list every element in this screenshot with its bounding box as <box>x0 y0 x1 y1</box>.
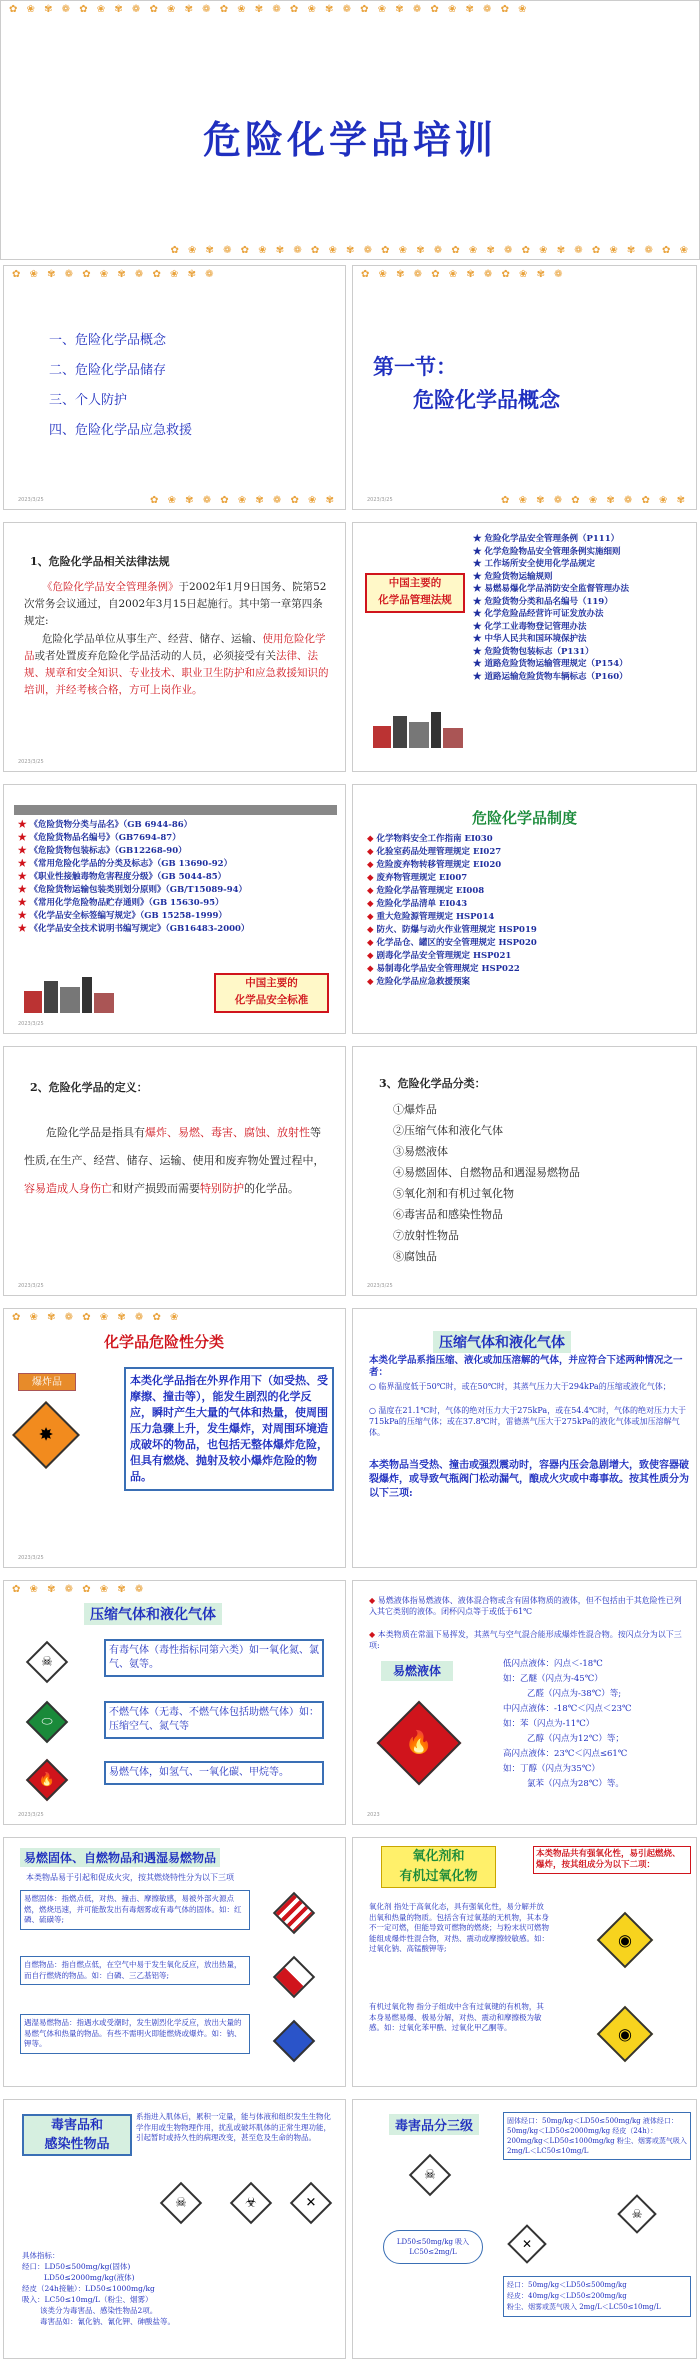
infectious-symbol <box>230 2182 272 2224</box>
flammable-solid-symbol <box>273 1892 315 1934</box>
toxic-description: 系指进入肌体后，累积一定量，能与体液和组织发生生物化学作用或生物物理作用，扰乱或破坏肌体的正常生理功能，引起暂时或持久性的病理改变，甚至危及生命的物品。 <box>136 2112 331 2142</box>
agenda-item: 一、危险化学品概念 <box>49 333 167 348</box>
spontaneous-symbol <box>273 1956 315 1998</box>
class-item: ①爆炸品 <box>393 1103 437 1116</box>
peroxide-symbol <box>597 2006 654 2063</box>
grade-box: 固体经口：50mg/kg＜LD50≤500mg/kg 液体经口：50mg/kg＜LD50≤2000mg/kg 经皮（24h）：200mg/kg＜LD50≤1000mg/kg 粉尘、烟雾或蒸气吸入 2mg/L＜LC50≤10mg/L <box>503 2112 691 2160</box>
slide-heading: 3、危险化学品分类： <box>379 1077 486 1090</box>
law-item: ★ 中华人民共和国环境保护法 <box>473 634 587 644</box>
system-item: ◆ 防火、防爆与动火作业管理规定 HSP019 <box>367 925 537 935</box>
section-title-1: 第一节： <box>373 354 457 379</box>
standard-item: ★ 《危险货物运输包装类别划分原则》（GB/T15089-94） <box>18 885 248 895</box>
flame-over-circle-icon: ◉ <box>618 1930 632 1950</box>
standard-item: ★ 《危险货物包装标志》（GB12268-90） <box>18 846 187 856</box>
cross-icon: ✕ <box>521 2237 533 2251</box>
system-item: ◆ 化学品仓、罐区的安全管理规定 HSP020 <box>367 938 537 948</box>
flammable-gas-symbol <box>26 1759 68 1801</box>
class-list <box>393 1099 580 1267</box>
flower-decoration: ✿ ❀ ✾ ❁ ✿ ❀ ✾ ❁ ✿ ❀ ✾ ❁ ✿ ❀ ✾ ❁ ✿ ❀ ✾ ❁ ✿ ❀ ✾ ❁ ✿ ❀ ✾ ❁ ✿ ❀ <box>170 245 691 256</box>
toxic-gas-symbol <box>26 1641 68 1683</box>
class-item: ③易燃液体 <box>393 1145 448 1158</box>
explosive-description: 本类化学品指在外界作用下（如受热、受摩擦、撞击等），能发生剧烈的化学反应，瞬时产生大量的气体和热量，使周围压力急骤上升，发生爆炸，对周围环境造成破坏的物品，也包括无整体爆炸危险，但具有燃烧、抛射及较小爆炸危险的物品。 <box>124 1367 334 1491</box>
nonflammable-gas-box: 不燃气体（无毒、不燃气体包括助燃气体）如：压缩空气、氮气等 <box>104 1701 324 1739</box>
factory-illustration <box>24 973 114 1013</box>
system-item: ◆ 危险化学品应急救援预案 <box>367 977 471 987</box>
slide-title <box>0 0 700 260</box>
explosive-symbol <box>12 1401 80 1469</box>
class-item: ④易燃固体、自燃物品和遇湿易燃物品 <box>393 1166 580 1179</box>
flammable-gas-box: 易燃气体，如氢气、一氧化碳、甲烷等。 <box>104 1761 324 1785</box>
grade-criteria: 经口：50mg/kg＜LD50≤500mg/kg 经皮：40mg/kg＜LD50≤200mg/kg 粉尘、烟雾或蒸气吸入 2mg/L＜LC50≤10mg/L <box>503 2276 691 2317</box>
law-item: ★ 易燃易爆化学品消防安全监督管理办法 <box>473 584 629 594</box>
slide-classification <box>352 1046 697 1296</box>
slide-gases <box>352 1308 697 1568</box>
flashpoint-row: 如：苯（闪点为-11℃） <box>503 1719 595 1729</box>
slide-date: 2023/3/25 <box>18 1555 44 1561</box>
slide-explosives <box>3 1308 346 1568</box>
flower-decoration: ✿ ❀ ✾ ❁ ✿ ❀ ✾ ❁ ✿ ❀ <box>12 1312 182 1323</box>
class-item: ⑤氧化剂和有机过氧化物 <box>393 1187 514 1200</box>
system-item: ◆ 易制毒化学品安全管理规定 HSP022 <box>367 964 520 974</box>
slide-regulations <box>3 522 346 772</box>
standard-item: ★ 《化学品安全技术说明书编写规定》（GB16483-2000） <box>18 924 250 934</box>
class-item: ⑦放射性物品 <box>393 1229 459 1242</box>
slide-toxics <box>3 2099 346 2359</box>
flame-icon: 🔥 <box>405 1730 433 1756</box>
slide-heading: 2、危险化学品的定义： <box>30 1081 148 1094</box>
slide-date: 2023 <box>367 1812 380 1818</box>
liquid-property: ◆ 本类物质在常温下易挥发，其蒸气与空气混合能形成爆炸性混合物。按闪点分为以下三项: <box>369 1630 682 1650</box>
class-item: ⑥毒害品和感染性物品 <box>393 1208 503 1221</box>
slide-gas-types <box>3 1580 346 1825</box>
flower-decoration: ✿ ❀ ✾ ❁ ✿ ❀ ✾ ❁ ✿ ❀ ✾ ❁ ✿ ❀ ✾ ❁ ✿ ❀ ✾ ❁ ✿ ❀ ✾ ❁ ✿ ❀ ✾ ❁ ✿ ❀ <box>9 4 530 15</box>
standard-item: ★ 《化学品安全标签编写规定》（GB 15258-1999） <box>18 911 227 921</box>
slide-date: 2023/3/25 <box>18 1283 44 1289</box>
flashpoint-row: 高闪点液体：23℃＜闪点≤61℃ <box>503 1749 628 1759</box>
flame-over-circle-icon: ◉ <box>618 2024 632 2044</box>
flammable-liquid-symbol <box>377 1701 462 1786</box>
oxidizer-def: 氧化剂 指处于高氧化态，具有强氧化性，易分解并放出氧和热量的物质。包括含有过氧基的无机物，其本身不一定可燃，但能导致可燃物的燃烧；与粉末状可燃物能组成爆炸性混合物，对热、震动或摩擦较敏感。如：过氧化钠、高锰酸钾等; <box>369 1902 549 1953</box>
slide-date: 2023/3/25 <box>367 1283 393 1289</box>
presentation-title: 危险化学品培训 <box>202 117 497 162</box>
standards-header-bar <box>14 805 337 815</box>
oxidizer-title: 氧化剂和 有机过氧化物 <box>381 1846 496 1888</box>
slide-title: 毒害品分三级 <box>389 2114 479 2135</box>
skull-icon: ☠ <box>41 1654 53 1670</box>
harmful-symbol <box>290 2182 332 2224</box>
law-item: ★ 化学危险品经营许可证发放办法 <box>473 609 604 619</box>
oxidizer-note: 本类物品共有强氧化性，易引起燃烧、爆炸，按其组成分为以下二项： <box>533 1846 691 1874</box>
standard-item: ★ 《常用危险化学品的分类及标志》（GB 13690-92） <box>18 859 233 869</box>
grade-symbol <box>409 2154 451 2196</box>
slide-title: 压缩气体和液化气体 <box>433 1331 571 1353</box>
skull-icon: ☠ <box>424 2167 436 2183</box>
slide-date: 2023/3/25 <box>18 497 44 503</box>
flammable-solid-box: 易燃固体：指燃点低，对热、撞击、摩擦敏感，易被外部火源点燃，燃烧迅速，并可能散发出有毒烟雾或有毒气体的固体。如：红磷、硫磺等; <box>20 1890 250 1930</box>
slide-standards <box>3 784 346 1034</box>
standard-item: ★ 《职业性接触毒物危害程度分级》（GB 5044-85） <box>18 872 227 882</box>
system-item: ◆ 危险化学品管理规定 EI008 <box>367 886 485 896</box>
law-item: ★ 工作场所安全使用化学品规定 <box>473 559 595 569</box>
grade-cloud: LD50≤50mg/kg 吸入 LC50≤2mg/L <box>383 2230 483 2264</box>
slide-date: 2023/3/25 <box>18 1021 44 1027</box>
slide-title: 化学品危险性分类 <box>104 1333 225 1351</box>
law-item: ★ 道路危险货物运输管理规定（P154） <box>473 659 628 669</box>
liquid-def: ◆ 易燃液体指易燃液体、液体混合物或含有固体物质的液体，但不包括由于其危险性已列入其它类别的液体。闭杯闪点等于或低于61℃ <box>369 1596 682 1616</box>
gas-hazard-text: 本类物品当受热、撞击或强烈震动时，容器内压会急剧增大，致使容器破裂爆炸，或导致气瓶阀门松动漏气，酿成火灾或中毒事故。按其性质分为以下三项: <box>369 1460 689 1499</box>
factory-illustration <box>373 708 463 748</box>
flashpoint-row: 低闪点液体：闪点＜-18℃ <box>503 1659 603 1669</box>
flower-decoration: ✿ ❀ ✾ ❁ ✿ ❀ ✾ ❁ ✿ ❀ ✾ ❁ <box>12 269 217 280</box>
gas-intro: 本类化学品系指压缩、液化或加压溶解的气体，并应符合下述两种情况之一者： <box>369 1355 683 1378</box>
law-item: ★ 危险化学品安全管理条例（P111） <box>473 534 620 544</box>
laws-list <box>473 533 693 683</box>
law-item: ★ 化学危险物品安全管理条例实施细则 <box>473 546 621 557</box>
law-item: ★ 危险货物分类和品名编号（119） <box>473 596 613 607</box>
standard-item: ★ 《危险货物分类与品名》（GB 6944-86） <box>18 820 193 830</box>
cross-icon: ✕ <box>305 2195 317 2211</box>
skull-icon: ☠ <box>631 2207 643 2221</box>
flower-decoration: ✿ ❀ ✾ ❁ ✿ ❀ ✾ ❁ ✿ ❀ ✾ ❁ <box>361 269 566 280</box>
slide-company-system <box>352 784 697 1034</box>
slide-toxic-grades <box>352 2099 697 2359</box>
system-item: ◆ 危险化学品清单 EI043 <box>367 899 468 909</box>
agenda-item: 二、危险化学品储存 <box>49 363 167 378</box>
grade-symbol-3 <box>617 2194 657 2234</box>
regulation-paragraph: 《危险化学品安全管理条例》于2002年1月9日国务、院第52次常务会议通过，自2002年3月15日起施行。其中第一章第四条规定: <box>24 581 327 627</box>
explosive-tag: 爆炸品 <box>18 1373 76 1391</box>
section-title-2: 危险化学品概念 <box>413 387 560 412</box>
agenda-list <box>49 326 192 446</box>
oxidizer-symbol <box>597 1912 654 1969</box>
slide-flammable-liquids <box>352 1580 697 1825</box>
agenda-item: 四、危险化学品应急救援 <box>49 423 193 438</box>
toxic-gas-box: 有毒气体（毒性指标同第六类）如一氧化氮、氯气、氨等。 <box>104 1639 324 1677</box>
agenda-item: 三、个人防护 <box>49 393 128 408</box>
flower-decoration: ✿ ❀ ✾ ❁ ✿ ❀ ✾ ❁ ✿ ❀ ✾ <box>150 495 337 506</box>
flashpoint-row: 如：乙醚（闪点为-45℃） <box>503 1674 603 1684</box>
water-reactive-box: 遇湿易燃物品：指遇水或受潮时，发生剧烈化学反应，放出大量的易燃气体和热量的物品。有些不需明火即能燃烧或爆炸。如：钠、钾等。 <box>20 2014 250 2054</box>
slide-date: 2023/3/25 <box>367 497 393 503</box>
system-item: ◆ 化学物料安全工作指南 EI030 <box>367 834 493 844</box>
toxic-criteria: 具体指标： 经口：LD50≤500mg/kg(固体) LD50≤2000mg/kg(液体) 经皮（24h接触）：LD50≤1000mg/kg 吸入：LC50≤10mg/L（粉尘、烟雾） 该类分为毒害品、感染性物品2项。 毒害品如：氰化钠、氰化钾、砷酸盐等。 <box>22 2251 175 2326</box>
flashpoint-row: 中闪点液体：-18℃＜闪点＜23℃ <box>503 1704 632 1714</box>
flashpoint-row: 乙醇（闪点为12℃）等； <box>527 1734 624 1744</box>
standard-item: ★ 《危险货物品名编号》（GB7694-87） <box>18 833 181 843</box>
cylinder-icon: ⬭ <box>41 1714 53 1730</box>
flame-icon: 🔥 <box>38 1772 56 1788</box>
biohazard-icon: ☣ <box>245 2195 257 2211</box>
system-item: ◆ 重大危险源管理规定 HSP014 <box>367 912 495 922</box>
law-item: ★ 危险货物运输规则 <box>473 571 553 582</box>
slide-flammable-solids <box>3 1837 346 2087</box>
gas-criterion: ○ 温度在21.1℃时，气体的绝对压力大于275kPa，或在54.4℃时，气体的绝对压力大于715kPa的压缩气体；或在37.8℃时，雷德蒸气压大于275kPa的液化气体或加压溶解气体。 <box>369 1406 686 1437</box>
system-item: ◆ 剧毒化学品安全管理规定 HSP021 <box>367 951 512 961</box>
slide-title: 压缩气体和液化气体 <box>84 1603 222 1625</box>
spontaneous-box: 自燃物品：指自燃点低，在空气中易于发生氧化反应，放出热量，而自行燃烧的物品。如：白磷、三乙基铝等; <box>20 1956 250 1985</box>
system-item: ◆ 危险废弃物转移管理规定 EI020 <box>367 860 502 870</box>
peroxide-def: 有机过氧化物 指分子组成中含有过氧键的有机物，其本身易燃易爆、极易分解，对热、震动和摩擦极为敏感。如：过氧化苯甲酰、过氧化甲乙酮等。 <box>369 2002 544 2032</box>
slide-date: 2023/3/25 <box>18 1812 44 1818</box>
system-list <box>367 833 692 989</box>
system-item: ◆ 化验室药品处理管理规定 EI027 <box>367 847 502 857</box>
standards-label: 中国主要的 化学品安全标准 <box>214 973 329 1013</box>
slide-title: 易燃固体、自燃物品和遇湿易燃物品 <box>20 1848 220 1867</box>
laws-label: 中国主要的 化学品管理法规 <box>365 573 465 613</box>
law-item: ★ 化学工业毒物登记管理办法 <box>473 621 587 632</box>
class-item: ②压缩气体和液化气体 <box>393 1124 503 1137</box>
slide-heading: 1、危险化学品相关法律法规 <box>30 555 170 568</box>
law-item: ★ 危险货物包装标志（P131） <box>473 646 594 657</box>
flashpoint-list <box>503 1657 693 1792</box>
flower-decoration: ✿ ❀ ✾ ❁ ✿ ❀ ✾ ❁ <box>12 1584 147 1595</box>
regulation-name: 《危险化学品安全管理条例》 <box>42 581 179 593</box>
law-item: ★ 道路运输危险货物车辆标志（P160） <box>473 671 628 682</box>
toxic-symbol <box>160 2182 202 2224</box>
solids-intro: 本类物品易于引起和促成火灾，按其燃烧特性分为以下三项 <box>26 1873 234 1882</box>
system-item: ◆ 废弃物管理规定 EI007 <box>367 873 468 883</box>
slide-definition <box>3 1046 346 1296</box>
flashpoint-row: 如：丁醇（闪点为35℃） <box>503 1764 600 1774</box>
flashpoint-row: 氯苯（闪点为28℃）等。 <box>527 1779 624 1789</box>
slide-section1 <box>352 265 697 510</box>
nonflammable-gas-symbol <box>26 1701 68 1743</box>
gas-criterion: ○ 临界温度低于50℃时，或在50℃时，其蒸气压力大于294kPa的压缩或液化气体； <box>369 1382 671 1391</box>
regulation-paragraph-2: 危险化学品单位从事生产、经营、储存、运输、使用危险化学品或者处置废弃危险化学品活动的人员，必须接受有关法律、法规、规章和安全知识、专业技术、职业卫生防护和应急救援知识的培训，并经考核合格，方可上岗作业。 <box>24 633 329 696</box>
grade-symbol-2 <box>507 2224 547 2264</box>
explosion-icon: ✸ <box>38 1424 54 1446</box>
standard-item: ★ 《常用化学危险物品贮存通则》（GB 15630-95） <box>18 898 224 908</box>
class-item: ⑧腐蚀品 <box>393 1250 437 1263</box>
flashpoint-row: 乙醛（闪点为-38℃）等; <box>527 1689 622 1699</box>
toxic-title: 毒害品和 感染性物品 <box>22 2114 132 2156</box>
flower-decoration: ✿ ❀ ✾ ❁ ✿ ❀ ✾ ❁ ✿ ❀ ✾ <box>501 495 688 506</box>
slide-laws-list <box>352 522 697 772</box>
slide-title: 危险化学品制度 <box>471 809 577 827</box>
slide-agenda <box>3 265 346 510</box>
standards-list <box>18 819 343 936</box>
slide-date: 2023/3/25 <box>18 759 44 765</box>
liquid-tag: 易燃液体 <box>381 1661 453 1681</box>
definition-text: 危险化学品是指具有爆炸、易燃、毒害、腐蚀、放射性等性质,在生产、经营、储存、运输、使用和废弃物处置过程中，容易造成人身伤亡和财产损毁而需要特别防护的化学品。 <box>24 1126 325 1195</box>
slide-oxidizers <box>352 1837 697 2087</box>
water-reactive-symbol <box>273 2020 315 2062</box>
skull-icon: ☠ <box>175 2195 187 2211</box>
